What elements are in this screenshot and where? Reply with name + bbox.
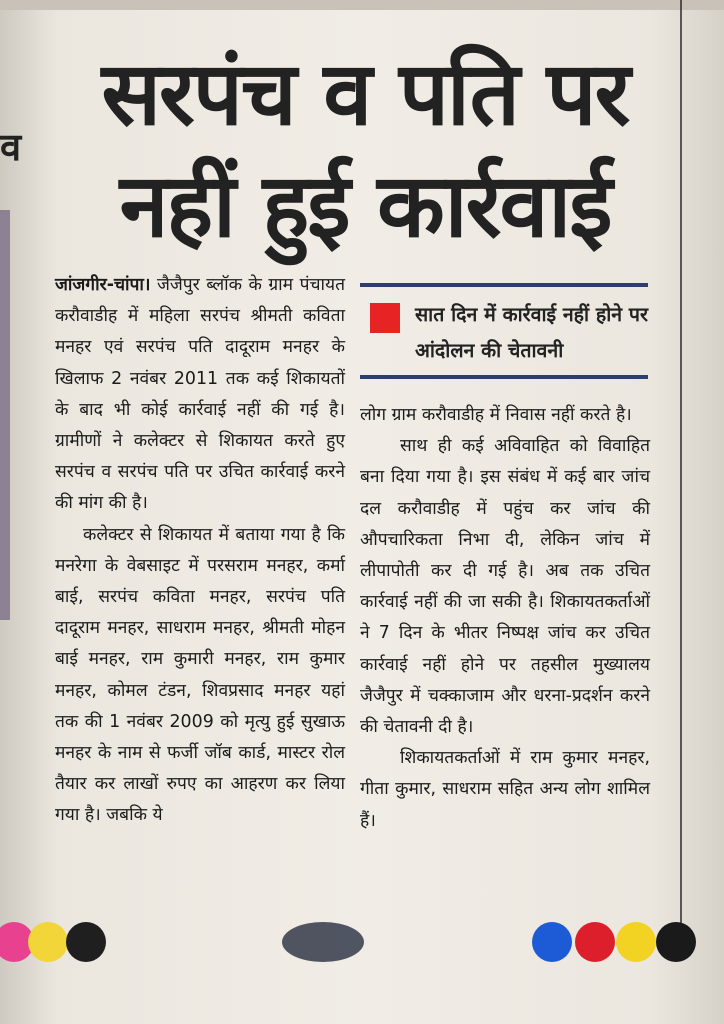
- top-strip: [0, 0, 724, 10]
- headline-line-1: सरपंच व पति पर: [101, 42, 629, 145]
- paragraph-4: साथ ही कई अविवाहित को विवाहित बना दिया गया है। इस संबंध में कई बार जांच दल करौवाडीह में पहुंच कर जांच की औपचारिकता निभा दी, लेकिन जांच में लीपापोती कर दी गई है। अब तक उचित कार्रवाई नहीं की जा सकी है। शिकायतकर्ताओं ने 7 दिन के भीतर निष्पक्ष जांच कर उचित कार्रवाई नहीं होने पर तहसील मुख्यालय जैजैपुर में चक्काजाम और धरना-प्रदर्शन करने की चेतावनी दी है।: [360, 436, 650, 738]
- adjacent-image-strip: [0, 210, 10, 620]
- subheading: सात दिन में कार्रवाई नहीं होने पर आंदोलन की चेतावनी: [415, 303, 648, 362]
- register-dot-cyan: [532, 922, 572, 962]
- article-left-column: [55, 270, 345, 832]
- paragraph-2: कलेक्टर से शिकायत में बताया गया है कि मनरेगा के वेबसाइट में परसराम मनहर, कर्मा बाई, सरपंच कविता मनहर, सरपंच पति दादूराम मनहर, साधराम मनहर, श्रीमती मोहन बाई मनहर, राम कुमारी मनहर, राम कुमार मनहर, कोमल टंडन, शिवप्रसाद मनहर यहां तक की 1 नवंबर 2009 को मृत्यु हुई सुखाऊ मनहर के नाम से फर्जी जॉब कार्ड, मास्टर रोल तैयार कर लाखों रुपए का आहरण कर लिया गया है। जबकि ये: [55, 524, 345, 826]
- dateline: जांजगीर-चांपा।: [55, 275, 151, 295]
- register-dot-yellow-2: [616, 922, 656, 962]
- register-dot-black: [66, 922, 106, 962]
- register-dot-red: [575, 922, 615, 962]
- adjacent-headline-fragment: व: [0, 125, 22, 169]
- paragraph-5: शिकायतकर्ताओं में राम कुमार मनहर, गीता कुमार, साधराम सहित अन्य लोग शामिल हैं।: [360, 748, 650, 831]
- ink-smudge: [282, 922, 364, 962]
- headline-line-2: नहीं हुई कार्रवाई: [119, 154, 611, 257]
- red-bullet-square: [370, 303, 400, 333]
- column-divider-right: [680, 0, 682, 930]
- paragraph-3: लोग ग्राम करौवाडीह में निवास नहीं करते है।: [360, 405, 632, 425]
- subhead-rule-bottom: [360, 375, 648, 379]
- paragraph-1: [55, 270, 345, 520]
- register-dot-yellow: [28, 922, 68, 962]
- article-right-column: [360, 400, 650, 837]
- register-dot-black-2: [656, 922, 696, 962]
- subhead-rule-top: [360, 283, 648, 287]
- headline: [60, 38, 670, 262]
- paragraph-1-text: जैजैपुर ब्लॉक के ग्राम पंचायत करौवाडीह में महिला सरपंच श्रीमती कविता मनहर एवं सरपंच पति दादूराम मनहर के खिलाफ 2 नवंबर 2011 तक कई शिकायतों के बाद भी कोई कार्रवाई नहीं की गई है। ग्रामीणों ने कलेक्टर से शिकायत करते हुए सरपंच व सरपंच पति पर उचित कार्रवाई करने की मांग की है।: [55, 275, 345, 514]
